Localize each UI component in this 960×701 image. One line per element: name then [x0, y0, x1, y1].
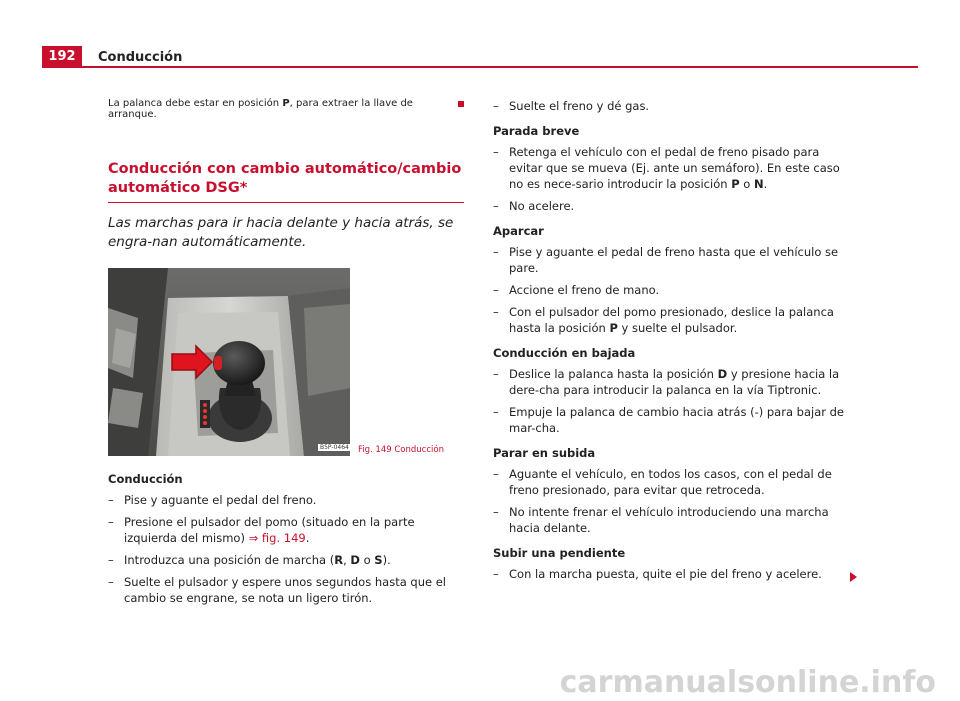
page-number: 192: [42, 46, 82, 68]
gear-n: N: [753, 177, 764, 191]
gear-p: P: [731, 177, 740, 191]
list-item-text: y presione hacia la dere-cha para introducir la palanca en la vía Tiptronic.: [509, 367, 840, 397]
list-item-text: y suelte el pulsador.: [617, 321, 738, 335]
list-item-text: Introduzca una posición de marcha (: [124, 553, 335, 567]
gear-s: S: [374, 553, 383, 567]
continue-arrow-icon: [850, 572, 857, 582]
section-end-marker-icon: [458, 101, 464, 107]
list-item-text: o: [739, 177, 754, 191]
list-item: [493, 98, 853, 114]
gear-p: P: [609, 321, 618, 335]
list-item: [493, 198, 853, 214]
gear-r: R: [334, 553, 344, 567]
gear-lever-photo: [108, 268, 350, 456]
list-item: [493, 304, 853, 336]
list-item-text: Pise y aguante el pedal del freno.: [124, 493, 317, 507]
list-item-text: Presione el pulsador del pomo (situado en la parte izquierda del mismo): [124, 515, 415, 545]
figure-reference-link[interactable]: ⇒ fig. 149: [248, 531, 306, 545]
list-item: [108, 514, 464, 546]
list-item-text: Suelte el freno y dé gas.: [509, 99, 650, 113]
list-item: [108, 492, 464, 508]
heading-aparcar: Aparcar: [493, 224, 544, 238]
gear-d: D: [350, 553, 360, 567]
list-item-text: .: [763, 177, 768, 191]
heading-conduccion-bajada: Conducción en bajada: [493, 346, 636, 360]
heading-subir-pendiente: Subir una pendiente: [493, 546, 626, 560]
list-item-text: .: [305, 531, 310, 545]
figure-caption: Fig. 149 Conducción: [358, 445, 444, 455]
intro-suffix: , para extraer la llave de arranque.: [108, 98, 413, 120]
intro-note: [108, 98, 464, 120]
intro-position-p: P: [282, 98, 290, 109]
list-item-text: Deslice la palanca hasta la posición: [509, 367, 718, 381]
list-item-text: ).: [382, 553, 391, 567]
section-title: Conducción con cambio automático/cambio automático DSG*: [108, 161, 462, 196]
list-item-text: No intente frenar el vehículo introduciendo una marcha hacia delante.: [509, 505, 829, 535]
list-item: [493, 144, 853, 192]
section-subtitle: Las marchas para ir hacia delante y hacia atrás, se engra-nan automáticamente.: [108, 215, 454, 250]
list-item-text: Con el pulsador del pomo presionado, deslice la palanca hasta la posición: [509, 305, 834, 335]
list-item-text: o: [359, 553, 375, 567]
list-item-text: Suelte el pulsador y espere unos segundos hasta que el cambio se engrane, se nota un ligero tirón.: [124, 575, 446, 605]
list-item: [108, 574, 464, 606]
list-item: [493, 404, 853, 436]
right-column: [493, 98, 853, 582]
section-rule: [108, 202, 464, 203]
list-item: [493, 466, 853, 498]
heading-parar-subida: Parar en subida: [493, 446, 596, 460]
left-column: [108, 98, 464, 606]
gear-d: D: [717, 367, 728, 381]
heading-parada-breve: Parada breve: [493, 124, 580, 138]
figure-code: B5P-0464: [320, 444, 349, 451]
list-item-text: Pise y aguante el pedal de freno hasta que el vehículo se pare.: [509, 245, 839, 275]
list-item-text: Accione el freno de mano.: [509, 283, 660, 297]
watermark: carmanualsonline.info: [559, 665, 936, 700]
list-item: [493, 566, 853, 582]
list-item: [493, 504, 853, 536]
chapter-title: Conducción: [98, 50, 183, 65]
list-item-text: No acelere.: [509, 199, 575, 213]
list-item-text: Empuje la palanca de cambio hacia atrás (-) para bajar de mar-cha.: [509, 405, 845, 435]
list-item-text: ,: [343, 553, 351, 567]
list-item-text: Retenga el vehículo con el pedal de freno pisado para evitar que se mueva (Ej. ante un semáforo). En este caso no es nece-sario introducir la posición: [509, 145, 840, 191]
heading-conduccion: Conducción: [108, 472, 183, 486]
list-item-text: Aguante el vehículo, en todos los casos, con el pedal de freno presionado, para evitar que retroceda.: [509, 467, 832, 497]
intro-prefix: La palanca debe estar en posición: [108, 98, 283, 109]
list-item: [493, 282, 853, 298]
list-item: [108, 552, 464, 568]
list-item-text: Con la marcha puesta, quite el pie del freno y acelere.: [509, 567, 822, 581]
figure-149: [108, 268, 464, 456]
list-item: [493, 366, 853, 398]
header-rule: [82, 66, 918, 68]
list-item: [493, 244, 853, 276]
